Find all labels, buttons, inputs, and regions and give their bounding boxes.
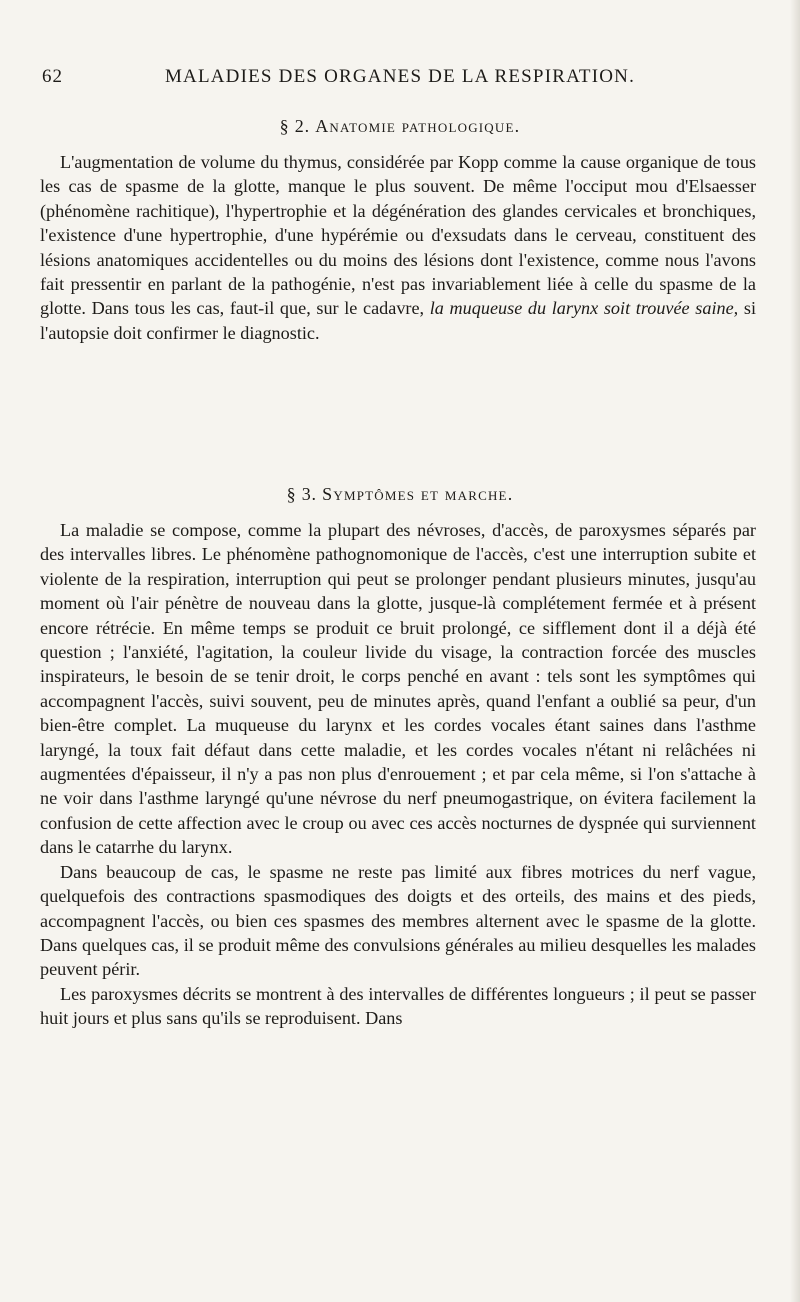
section-symbol: § (279, 116, 290, 136)
section-symbol: § (286, 484, 297, 504)
running-head (0, 66, 800, 96)
paragraph-text: si l'autopsie doit confirmer le diagnostic. (40, 298, 756, 343)
section-number: 3. (301, 484, 317, 504)
section-title: Anatomie pathologique. (315, 116, 521, 136)
paragraph: Dans beaucoup de cas, le spasme ne reste pas limité aux fibres motrices du nerf vague, quelquefois des contractions spasmodiques des doigts et des orteils, des mains et des pieds, accompagnent l'accès, ou bien ces spasmes des membres alternent avec le spasme de la glotte. Dans quelques cas, il se produit même des convulsions générales au milieu desquelles les malades peuvent périr. (40, 861, 756, 980)
emphasis-text: la muqueuse du larynx soit trouvée saine, (429, 298, 739, 319)
section-heading-symptomes (0, 484, 800, 505)
section-heading-anatomie (0, 116, 800, 137)
running-title: MALADIES DES ORGANES DE LA RESPIRATION. (164, 66, 636, 87)
paragraph (40, 150, 756, 345)
paragraph: Les paroxysmes décrits se montrent à des intervalles de différentes longueurs ; il peut se passer huit jours et plus sans qu'ils se reproduisent. Dans (40, 983, 756, 1029)
paragraph: La maladie se compose, comme la plupart des névroses, d'accès, de paroxysmes séparés par des intervalles libres. Le phénomène pathognomonique de l'accès, c'est une interruption subite et violente de la respiration, interruption qui peut se prolonger pendant plusieurs minutes, jusqu'au moment où l'air pénètre de nouveau dans la glotte, jusque-là complétement fermée et à présent encore rétrécie. En même temps se produit ce bruit prolongé, ce sifflement dont il a déjà été question ; l'anxiété, l'agitation, la couleur livide du visage, la contraction forcée des muscles inspirateurs, le besoin de se tenir droit, le corps penché en avant : tels sont les symptômes qui accompagnent l'accès, suivi souvent, peu de minutes après, quand l'enfant a oublié sa peur, d'un bien-être complet. La muqueuse du larynx et les cordes vocales étant saines dans l'asthme laryngé, la toux fait défaut dans cette maladie, et les cordes vocales n'étant ni relâchées ni augmentées d'épaisseur, il n'y a pas non plus d'enrouement ; et par cela même, si l'on s'attache à ne voir dans l'asthme laryngé qu'une névrose du nerf pneumogastrique, on évitera facilement la confusion de cette affection avec le croup ou avec ces accès nocturnes de dyspnée qui surviennent dans le catarrhe du larynx. (40, 520, 756, 858)
section-body-anatomie (40, 150, 756, 345)
section-number: 2. (294, 116, 310, 136)
page-number: 62 (42, 66, 63, 87)
page-edge-shadow (790, 0, 800, 1302)
section-body-symptomes (40, 518, 756, 1031)
paragraph-text: L'augmentation de volume du thymus, considérée par Kopp comme la cause organique de tous les cas de spasme de la glotte, manque le plus souvent. De même l'occiput mou d'Elsaesser (phénomène rachitique), l'hypertrophie et la dégénération des glandes cervicales et bronchiques, l'existence d'une hypertrophie, d'une hypérémie ou d'exsudats dans le cerveau, constituent des lésions anatomiques accidentelles ou du moins des lésions dont l'existence, comme nous l'avons fait pressentir en parlant de la pathogénie, n'est pas invariablement liée à celle du spasme de la glotte. Dans tous les cas, faut-il que, sur le cadavre, (40, 152, 756, 319)
section-title: Symptômes et marche. (322, 484, 514, 504)
